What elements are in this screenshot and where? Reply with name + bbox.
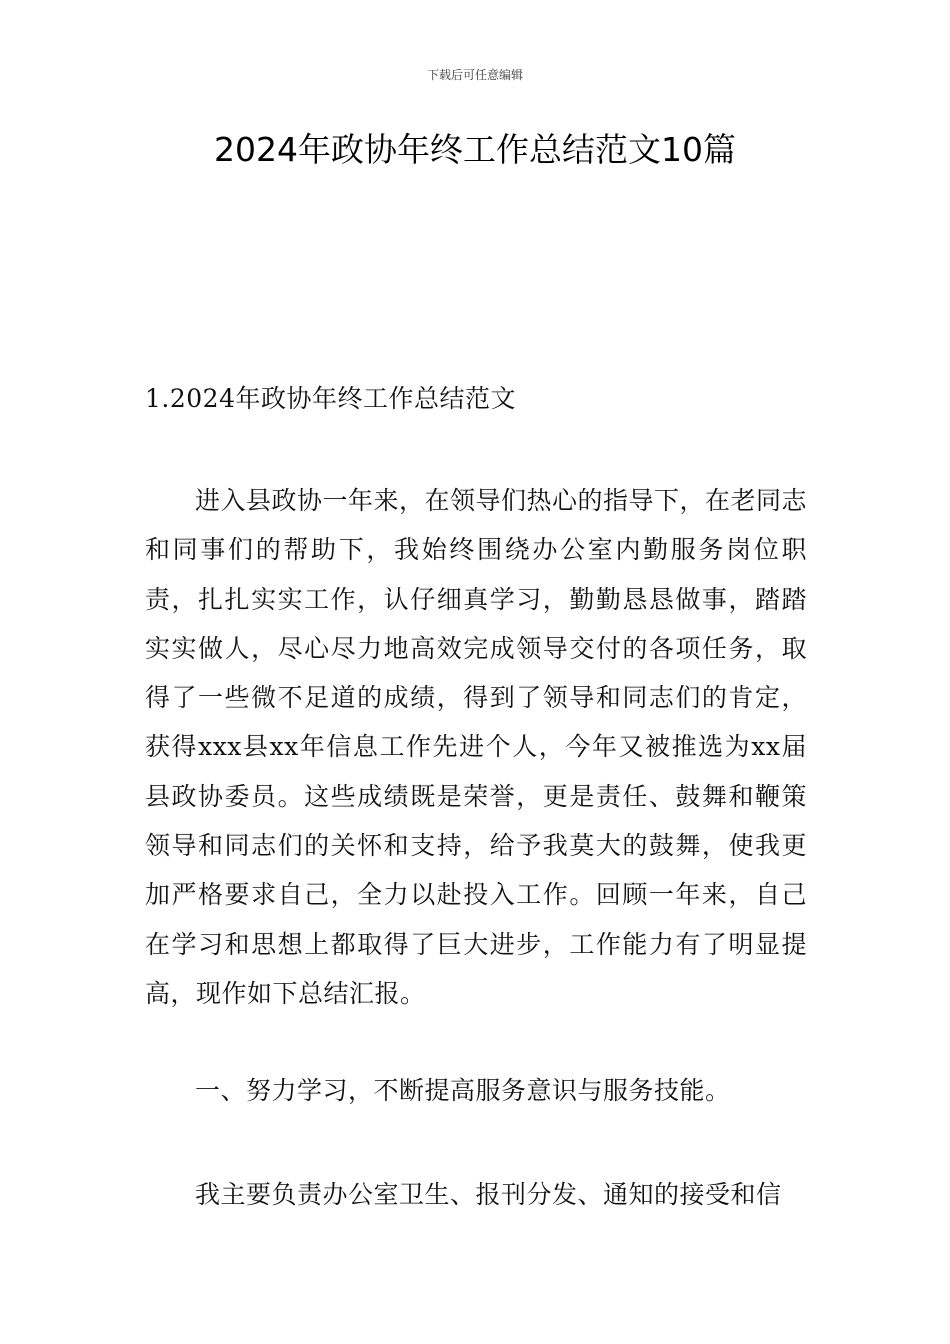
header-note: 下载后可任意编辑 bbox=[426, 68, 523, 82]
section-heading: 1.2024年政协年终工作总结范文 bbox=[145, 384, 516, 413]
document-title: 2024年政协年终工作总结范文10篇 bbox=[214, 130, 736, 169]
body-paragraph-1: 进入县政协一年来，在领导们热心的指导下，在老同志和同事们的帮助下，我始终围绕办公室内勤服务岗位职责，扎扎实实工作，认仔细真学习，勤勤恳恳做事，踏踏实实做人，尽心尽力地高效完成领导交付的各项任务，取得了一些微不足道的成绩，得到了领导和同志们的肯定，获得xxx县xx年信息工作先进个人，今年又被推选为xx届县政协委员。这些成绩既是荣誉，更是责任、鼓舞和鞭策领导和同志们的关怀和支持，给予我莫大的鼓舞，使我更加严格要求自己，全力以赴投入工作。回顾一年来，自己在学习和思想上都取得了巨大进步，工作能力有了明显提高，现作如下总结汇报。 bbox=[145, 486, 808, 1008]
body-paragraph-3: 我主要负责办公室卫生、报刊分发、通知的接受和信 bbox=[195, 1180, 782, 1209]
body-paragraph-2: 一、努力学习，不断提高服务意识与服务技能。 bbox=[195, 1076, 731, 1105]
